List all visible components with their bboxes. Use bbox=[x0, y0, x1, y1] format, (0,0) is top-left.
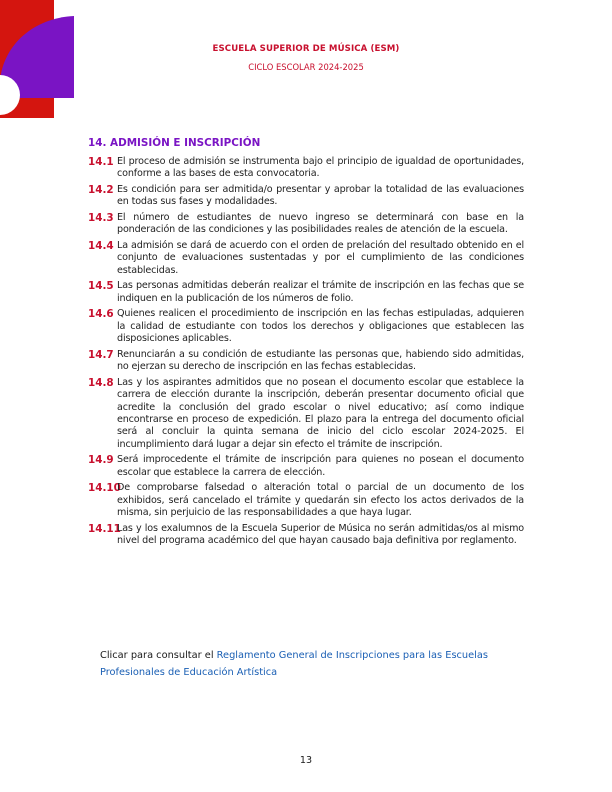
item-text: Quienes realicen el procedimiento de inscripción en las fechas estipuladas, adquieren la calidad de estudiante con todos los derechos y obligaciones que establecen las disposiciones aplicables. bbox=[117, 308, 524, 345]
regulation-link[interactable]: Reglamento General de Inscripciones para las Escuelas Profesionales de Educación Artística bbox=[100, 650, 488, 678]
item-number: 14.6 bbox=[88, 308, 114, 321]
item-number: 14.9 bbox=[88, 454, 114, 467]
page-number: 13 bbox=[299, 755, 313, 766]
list-item bbox=[88, 156, 524, 181]
list-item bbox=[88, 454, 524, 479]
item-text: Será improcedente el trámite de inscripción para quienes no posean el documento escolar que establece la carrera de elección. bbox=[117, 454, 524, 478]
list-item bbox=[88, 240, 524, 277]
item-number: 14.8 bbox=[88, 376, 114, 389]
consult-note bbox=[100, 648, 520, 681]
school-cycle: CICLO ESCOLAR 2024-2025 bbox=[248, 62, 364, 72]
section-title: 14. ADMISIÓN E INSCRIPCIÓN bbox=[88, 137, 261, 149]
list-item bbox=[88, 377, 524, 451]
list-item bbox=[88, 482, 524, 519]
item-text: Las personas admitidas deberán realizar el trámite de inscripción en las fechas que se indiquen en la publicación de los números de folio. bbox=[117, 280, 524, 304]
list-item bbox=[88, 280, 524, 305]
item-number: 14.10 bbox=[88, 482, 121, 495]
school-name: ESCUELA SUPERIOR DE MÚSICA (ESM) bbox=[212, 44, 400, 54]
item-number: 14.5 bbox=[88, 280, 114, 293]
item-text: La admisión se dará de acuerdo con el orden de prelación del resultado obtenido en el conjunto de evaluaciones sustentadas y por el cumplimiento de las condiciones establecidas. bbox=[117, 240, 524, 276]
item-text: El proceso de admisión se instrumenta bajo el principio de igualdad de oportunidades, conforme a las bases de esta convocatoria. bbox=[117, 156, 524, 180]
consult-prefix: Clicar para consultar el bbox=[100, 650, 217, 661]
item-number: 14.3 bbox=[88, 212, 114, 224]
list-item bbox=[88, 523, 524, 548]
item-number: 14.7 bbox=[88, 348, 114, 361]
list-item bbox=[88, 349, 524, 374]
list-item bbox=[88, 184, 524, 209]
item-text: Es condición para ser admitida/o presentar y aprobar la totalidad de las evaluaciones en todas sus fases y modalidades. bbox=[117, 184, 524, 208]
admission-list bbox=[88, 156, 524, 551]
corner-decoration bbox=[0, 0, 74, 118]
item-text: De comprobarse falsedad o alteración total o parcial de un documento de los exhibidos, será cancelado el trámite y quedarán sin efecto los actos derivados de la misma, sin perjuicio de las responsabilidades a que haya lugar. bbox=[117, 482, 524, 519]
item-text: Renunciarán a su condición de estudiante las personas que, habiendo sido admitidas, no ejerzan su derecho de inscripción en las fechas establecidas. bbox=[117, 348, 524, 373]
list-item bbox=[88, 308, 524, 345]
item-text: Las y los exalumnos de la Escuela Superior de Música no serán admitidas/os al mismo nivel del programa académico del que hayan causado baja definitiva por reglamento. bbox=[117, 522, 524, 547]
item-number: 14.2 bbox=[88, 184, 114, 196]
item-text: El número de estudiantes de nuevo ingreso se determinará con base en la ponderación de las condiciones y las posibilidades reales de atención de la escuela. bbox=[117, 212, 524, 236]
item-number: 14.4 bbox=[88, 240, 114, 252]
list-item bbox=[88, 212, 524, 237]
item-number: 14.1 bbox=[88, 156, 114, 168]
item-text: Las y los aspirantes admitidos que no posean el documento escolar que establece la carrera de elección durante la inscripción, deberán presentar documento oficial que acredite la conclusión del grado escolar o nivel educativo; así como indique encontrarse en proceso de expedición. El plazo para la entrega del documento oficial será al concluir la quinta semana de inicio del ciclo escolar 2024-2025. El incumplimiento dará lugar a dejar sin efecto el trámite de inscripción. bbox=[117, 376, 524, 450]
item-number: 14.11 bbox=[88, 522, 121, 535]
